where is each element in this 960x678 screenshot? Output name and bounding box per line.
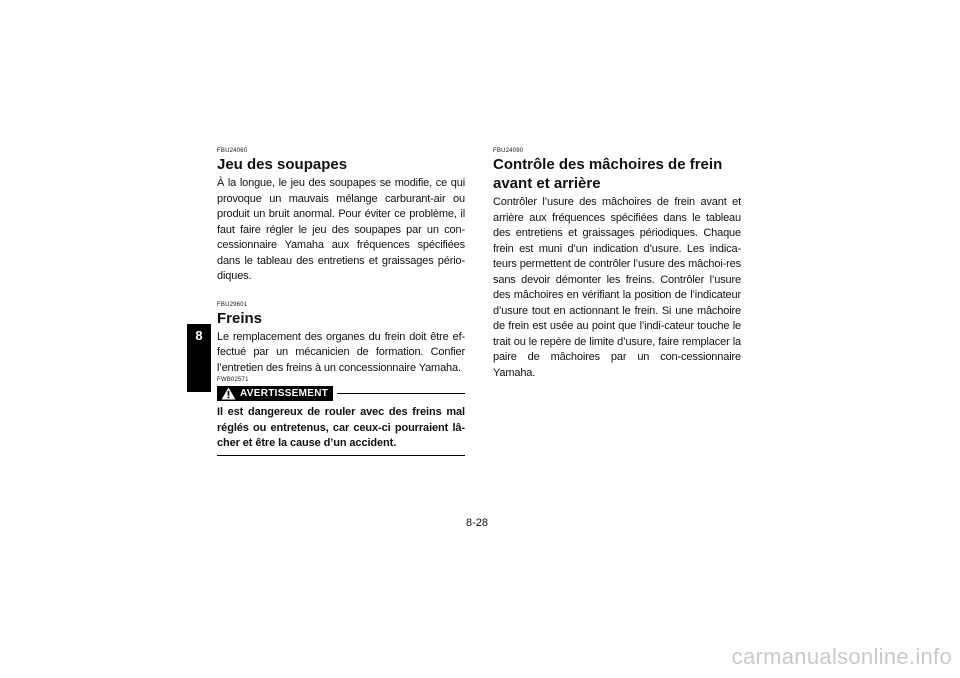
- warning-divider-top: [337, 393, 465, 394]
- section-code: FBU29601: [217, 301, 248, 308]
- left-column: [217, 147, 465, 456]
- chapter-tab: [187, 324, 211, 392]
- warning-header: [217, 386, 465, 401]
- warning-code: FWB02571: [217, 377, 249, 383]
- section-title-brakes: Freins: [217, 309, 263, 327]
- section-code: FBU24060: [217, 148, 248, 154]
- section-title-valve-clearance: Jeu des soupapes: [217, 156, 348, 173]
- warning-text: Il est dangereux de rouler avec des freins mal réglés ou entretenus, car ceux-ci pourraient lâ-cher et être la cause d’un accident.: [217, 406, 465, 449]
- spacer: [217, 285, 465, 301]
- watermark: carmanualsonline.info: [731, 644, 952, 669]
- warning-divider-bottom: [217, 455, 465, 456]
- section-body-valve-clearance: À la longue, le jeu des soupapes se modifie, ce qui provoque un mauvais mélange carburant-air ou produit un bruit anormal. Pour éviter ce problème, il faut faire régler le jeu des soupapes par un con-cessionnaire Yamaha aux fréquences spécifiées dans le tableau des entretiens et graissages pério-diques.: [217, 177, 465, 282]
- warning-triangle-icon: [221, 387, 236, 400]
- warning-box: [217, 376, 465, 456]
- section-code: FBU24090: [493, 148, 524, 154]
- section-body-brakes: Le remplacement des organes du frein doit être ef-fectué par un mécanicien de formation. Confier l’entretien des freins à un concessionnaire Yamaha.: [217, 330, 465, 374]
- right-column: [493, 147, 741, 381]
- section-title-brake-shoes: Contrôle des mâchoires de frein avant et arrière: [493, 156, 723, 192]
- chapter-number: 8: [195, 328, 203, 343]
- warning-badge: [217, 386, 333, 401]
- warning-label: AVERTISSEMENT: [240, 388, 329, 399]
- section-body-brake-shoes: Contrôler l’usure des mâchoires de frein avant et arrière aux fréquences spécifiées dans le tableau des entretiens et graissages périodiques. Chaque frein est muni d’un indication d’usure. Les indica-teurs permettent de contrôler l’usure des mâchoi-res sans devoir démonter les freins. Contrôler l’usure des mâchoires en vérifiant la position de l’indicateur d’usure tout en actionnant le frein. Si une mâchoire de frein est usée au point que l’indi-cateur touche le trait ou le repère de limite d’usure, faire remplacer la paire de mâchoires par un con-cessionnaire Yamaha.: [493, 196, 741, 379]
- page-number: 8-28: [466, 517, 489, 529]
